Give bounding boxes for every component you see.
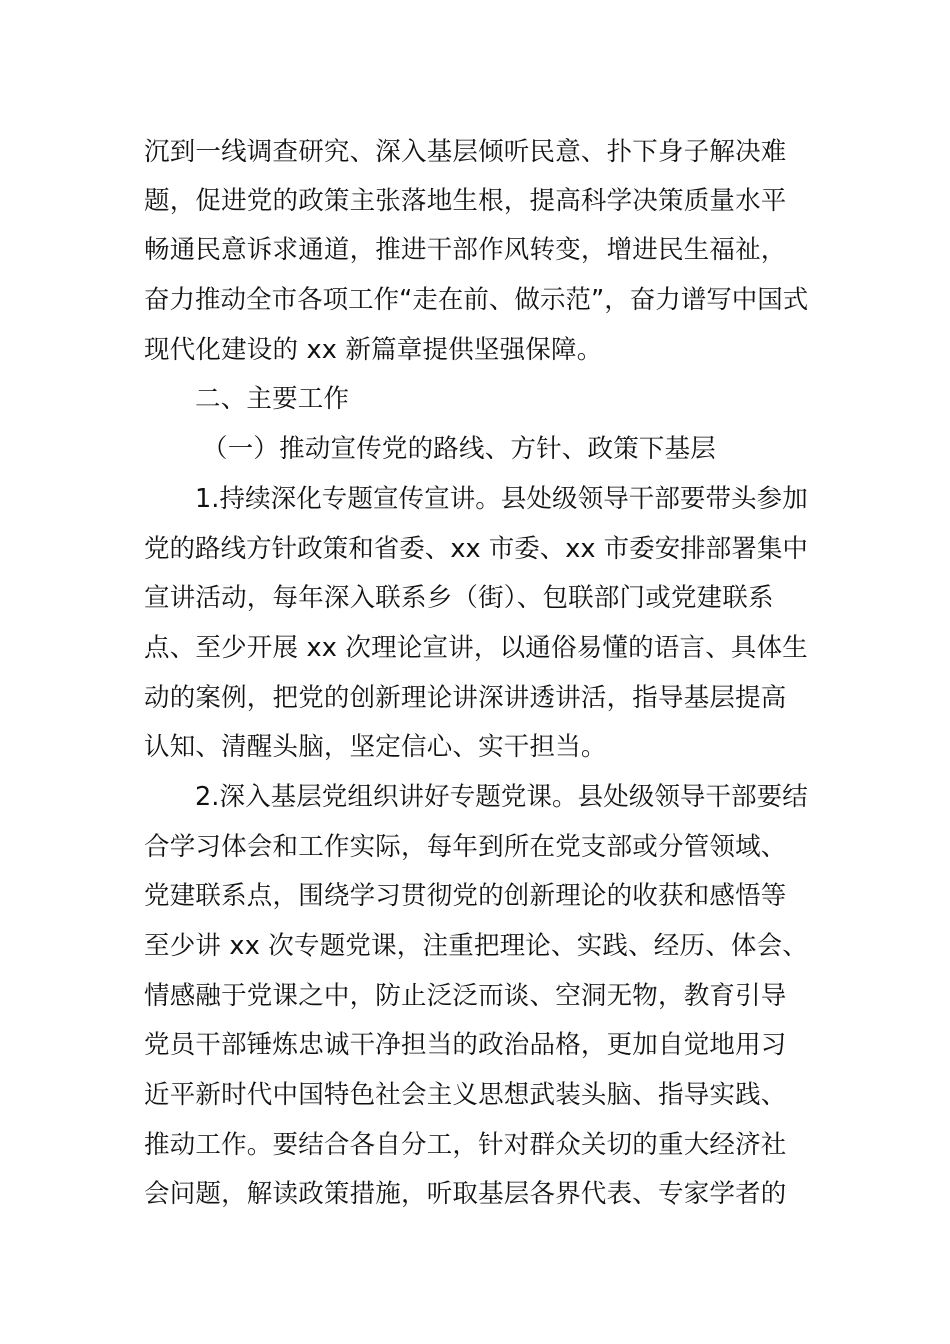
text-line: 合学习体会和工作实际，每年到所在党支部或分管领域、: [144, 832, 787, 862]
text-line: 推动工作。要结合各自分工，针对群众关切的重大经济社: [144, 1130, 787, 1160]
text-line: 认知、清醒头脑，坚定信心、实干担当。: [144, 732, 607, 762]
text-line: 党员干部锤炼忠诚干净担当的政治品格，更加自觉地用习: [144, 1030, 787, 1060]
text-line: 会问题，解读政策措施，听取基层各界代表、专家学者的: [144, 1179, 787, 1209]
text-line: 沉到一线调查研究、深入基层倾听民意、扑下身子解决难: [144, 137, 787, 167]
text-line: 现代化建设的 xx 新篇章提供坚强保障。: [144, 335, 603, 365]
subsection-heading: （一）推动宣传党的路线、方针、政策下基层: [202, 434, 717, 464]
text-line: 党的路线方针政策和省委、xx 市委、xx 市委安排部署集中: [144, 534, 808, 564]
text-line: 情感融于党课之中，防止泛泛而谈、空洞无物，教育引导: [144, 981, 787, 1011]
paragraph-start: 2.深入基层党组织讲好专题党课。县处级领导干部要结: [195, 782, 808, 812]
text-line: 畅通民意诉求通道，推进干部作风转变，增进民生福祉，: [144, 235, 787, 265]
text-line: 党建联系点，围绕学习贯彻党的创新理论的收获和感悟等: [144, 881, 787, 911]
text-line: 宣讲活动，每年深入联系乡（街）、包联部门或党建联系: [144, 583, 774, 613]
text-line: 近平新时代中国特色社会主义思想武装头脑、指导实践、: [144, 1080, 787, 1110]
paragraph-start: 1.持续深化专题宣传宣讲。县处级领导干部要带头参加: [195, 484, 808, 514]
section-heading: 二、主要工作: [195, 384, 350, 414]
text-line: 奋力推动全市各项工作“走在前、做示范”，奋力谱写中国式: [144, 285, 809, 315]
text-line: 题，促进党的政策主张落地生根，提高科学决策质量水平: [144, 186, 787, 216]
text-line: 动的案例，把党的创新理论讲深讲透讲活，指导基层提高: [144, 683, 787, 713]
text-line: 至少讲 xx 次专题党课，注重把理论、实践、经历、体会、: [144, 931, 808, 961]
text-line: 点、至少开展 xx 次理论宣讲，以通俗易懂的语言、具体生: [144, 633, 808, 663]
